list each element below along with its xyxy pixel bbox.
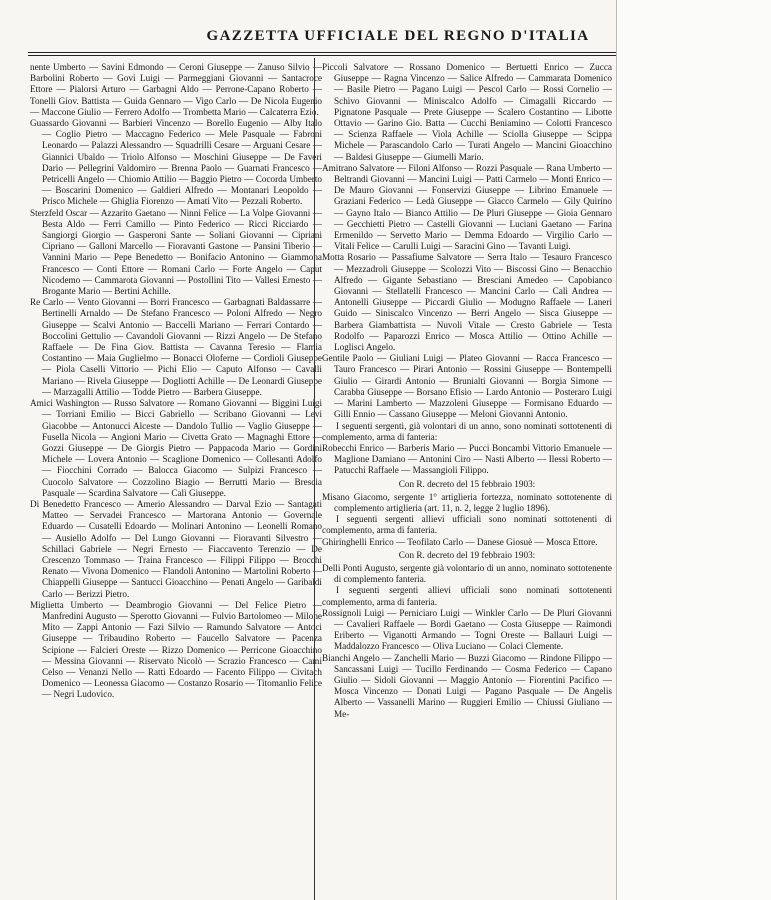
list-paragraph: Robecchi Enrico — Barberis Mario — Pucci Boncambi Vittorio Emanuele — Maglione Damiano — Antonini Ciro — Nasti Alberto — Ilessi Roberto — Patucchi Raffaele — Massangioli Filippo.: [322, 442, 612, 476]
column-divider: [314, 58, 315, 900]
decree-heading: Con R. decreto del 19 febbraio 1903:: [398, 549, 536, 560]
intro-paragraph: I seguenti sergenti, già volontari di un anno, sono nominati sottotenenti di complemento, arma di fanteria:: [322, 420, 612, 442]
right-column: [322, 62, 612, 720]
list-paragraph: Delli Ponti Augusto, sergente già volontario di un anno, nominato sottotenente di complemento fanteria.: [322, 562, 612, 585]
intro-paragraph: I seguenti sergenti allievi ufficiali sono nominati sottotenenti complemento, arma di fanteria.: [322, 585, 612, 607]
list-paragraph: Misano Giacomo, sergente 1° artiglieria fortezza, nominato sottotenente di complemento artiglieria (art. 11, n. 2, legge 2 luglio 1896).: [322, 491, 612, 513]
list-paragraph: Amitrano Salvatore — Filoni Alfonso — Rozzi Pasquale — Rana Umberto — Beltrandi Giovanni — Mancini Luigi — Patti Carmelo — Monti Enrico — De Mauro Giovanni — Fonservizi Giuseppe — Librino Emanuele — Graziani Federico — Ledà Giuseppe — Giacco Carmelo — Gily Quirino — Gayno Italo — Bianco Attilio — De Pluri Giuseppe — Gioia Gennaro — Gecchietti Pietro — Castelli Giovanni — Luciani Gaetano — Farina Ermenildo — Servetto Mario — Demma Edoardo — Virgilio Carlo — Vitali Felice — Carulli Luigi — Saracini Gino — Tavanti Luigi.: [322, 162, 612, 252]
list-paragraph: nente Umberto — Savini Edmondo — Ceroni Giuseppe — Zanuso Silvio — Barbolini Roberto — Govi Luigi — Parmeggiani Giovanni — Santacroce Ettore — Pialorsi Arturo — Garbagni Aldo — Perrone-Capano Roberto — Tonelli Giov. Battista — Guida Gennaro — Vigo Carlo — De Nicola Eugenio — Maccone Giulio — Ferrero Adolfo — Trombetta Mario — Calcaterra Ezio.: [30, 62, 322, 117]
list-paragraph: Amici Washington — Russo Salvatore — Romano Giovanni — Biggini Luigi — Torriani Emilio — Bicci Gabriello — Scribano Giovanni — Levi Giacobbe — Antonucci Alceste — Dandolo Tullio — Vaglio Giuseppe — Fusella Nicola — Angioni Mario — Civetta Grato — Magnaghi Ettore — Gozzi Giuseppe — De Giorgis Pietro — Pappacoda Mario — Gordini Michele — Lovera Antonio — Scaglione Domenico — Collesanti Adolfo — Fiocchini Corrado — Balocca Giacomo — Sulpizi Francesco — Cuocolo Salvatore — Cozzolino Biagio — Berrutti Mario — Brescia Pasquale — Scardina Salvatore — Calì Giuseppe.: [30, 398, 322, 498]
list-paragraph: Piccoli Salvatore — Rossano Domenico — Bertuetti Enrico — Zucca Giuseppe — Ragna Vincenzo — Salice Alfredo — Cammarata Domenico — Basile Pietro — Pagano Luigi — Pescol Carlo — Rossi Cornelio — Schivo Giovanni — Miniscalco Adolfo — Cimagalli Riccardo — Pignatone Pasquale — Prete Giuseppe — Scalero Costantino — Libotte Ottavio — Garino Gio. Batta — Cucchi Beniamino — Colotti Francesco — Scienza Raffaele — Viola Achille — Sciolla Giuseppe — Scippa Michele — Parascandolo Carlo — Turati Angelo — Mancini Gioacchino — Baldesi Giuseppe — Giumelli Mario.: [322, 62, 612, 162]
list-paragraph: Re Carlo — Vento Giovanni — Borri Francesco — Garbagnati Baldassarre — Bertinelli Arnaldo — De Stefano Francesco — Poloni Alfredo — Negro Giuseppe — Scalvi Antonio — Baccelli Mariano — Ferrari Contardo — Boccolini Gettulio — Cavandoli Giovanni — Rizzi Angelo — De Stefano Raffaele — De Fina Giov. Battista — Cavanna Teresio — Flamia Costantino — Maia Guglielmo — Bonacci Oloferne — Cordioli Giuseppe — Piola Caselli Vittorio — Pichi Elio — Caputo Alfonso — Cavalli Mariano — Rivela Giuseppe — Dogliotti Achille — De Leonardi Giuseppe — Marzagalli Attilio — Todde Pietro — Barbera Giuseppe.: [30, 297, 322, 397]
list-paragraph: Miglietta Umberto — Deambrogio Giovanni — Del Felice Pietro — Manfredini Augusto — Sperotto Giovanni — Fulvio Bartolomeo — Milone Mito — Zappi Antonio — Fazi Silvio — Ramundo Salvatore — Antoci Giuseppe — Tribaudino Roberto — Faucello Salvatore — Pacenza Scipione — Falcieri Oreste — Rizzo Domenico — Perricone Gioacchino — Messina Giovanni — Riservato Nicolò — Scrazio Francesco — Cami Celso — Venanzi Nello — Ratti Edoardo — Facento Filippo — Civitach Domenico — Leonessa Giacomo — Costanzo Rosario — Titomanlio Felice — Negri Ludovico.: [30, 599, 322, 700]
list-paragraph: Ghiringhelli Enrico — Teofilato Carlo — Danese Giosuè — Mosca Ettore.: [322, 536, 598, 547]
list-paragraph: Motta Rosario — Passafiume Salvatore — Serra Italo — Tesauro Francesco — Mezzadroli Giuseppe — Scolozzi Vito — Biscossi Gino — Benacchio Alfredo — Gigante Sebastiano — Bresciani Amedeo — Capobianco Giovanni — Stellatelli Francesco — Mancini Carlo — Calì Andrea — Antonelli Giuseppe — Piccardi Giulio — Modugno Raffaele — Laneri Guido — Siniscalco Vincenzo — Berri Angelo — Sisca Giuseppe — Barbera Giambattista — Nuvoli Vitale — Cresto Gabriele — Testa Rodolfo — Paparozzi Enrico — Mosca Attilio — Ottino Achille — Loglisci Angelo.: [322, 252, 612, 353]
list-paragraph: Bianchi Angelo — Zanchelli Mario — Buzzi Giacomo — Rindone Filippo — Sancassani Luigi — Tucillo Ferdinando — Cosma Federico — Capano Giulio — Sidoli Giovanni — Maggio Antonio — Fiorentini Pacifico — Mosca Vincenzo — Donati Luigi — Pagano Pasquale — De Angelis Alberto — Vassanelli Marino — Ruggieri Emilio — Chiussi Giuliano — Me-: [322, 652, 612, 719]
intro-paragraph: I seguenti sergenti allievi ufficiali sono nominati sottotenenti di complemento, arma di fanteria.: [322, 514, 612, 536]
page-edge-line: [616, 0, 617, 900]
list-paragraph: Guassardo Giovanni — Barbieri Vincenzo — Borello Eugenio — Alby Italo — Coglio Pietro — Maccagno Federico — Mele Pasquale — Fabroni Leonardo — Palazzi Alessandro — Squadrilli Cesare — Arguani Cesare — Giannici Ubaldo — Triolo Alfonso — Moschini Giuseppe — De Faveri Dario — Pellegrini Valdomiro — Brenna Paolo — Guarnati Francesco — Petricelli Angelo — Chiomio Attilio — Baggio Pietro — Cocorda Umberto — Boscarini Domenico — Galdieri Alfredo — Montanari Leopoldo — Prisco Michele — Ghiglia Fiorenzo — Amati Vito — Pezzali Roberto.: [30, 118, 322, 207]
page-title: GAZZETTA UFFICIALE DEL REGNO D'ITALIA: [206, 28, 590, 44]
page-margin: [617, 0, 771, 900]
list-paragraph: Sterzfeld Oscar — Azzarito Gaetano — Ninni Felice — La Volpe Giovanni — Besta Aldo — Ferri Camillo — Pinto Federico — Ricci Ricciardo — Sangiorgi Giorgio — Gasperoni Sante — Soliani Giovanni — Cipriani Cipriano — Galloni Marcello — Fioravanti Gastone — Pansini Tiberio — Vannini Mario — Pepe Benedetto — Bonifacio Antonino — Giammona Francesco — Conti Ettore — Romani Carlo — Forte Angelo — Caput Nicodemo — Cammarota Giovanni — Postollini Tito — Vallesi Ernesto — Brogante Mario — Bertini Achille.: [30, 207, 322, 297]
decree-heading: Con R. decreto del 15 febbraio 1903:: [398, 478, 536, 489]
list-paragraph: Di Benedetto Francesco — Amerio Alessandro — Darval Ezio — Santagati Matteo — Servadei Francesco — Martorana Antonio — Governale Eduardo — Cusatelli Edoardo — Molinari Antonino — Leonelli Romano — Ausiello Adolfo — Del Lungo Giovanni — Fioravanti Silvestro — Schillaci Gabriele — Negri Ernesto — Fiaccavento Terenzio — De Crescenzo Tommaso — Traina Francesco — Filippi Filippo — Brocchi Renato — Vivona Domenico — Flandoli Antonino — Martolini Roberto — Chiappelli Giuseppe — Santucci Gioacchino — Penati Angelo — Garibaldi Carlo — Berizzi Pietro.: [30, 498, 322, 599]
list-paragraph: Gentile Paolo — Giuliani Luigi — Plateo Giovanni — Racca Francesco — Tauro Francesco — Pirari Antonio — Rossini Giuseppe — Bontempelli Giulio — Girardi Antonio — Brunialti Giovanni — Borgia Simone — Carabba Giuseppe — Borsano Efisio — Lardo Antonio — Posteraro Luigi — Marini Lamberto — Mazzoleni Giuseppe — Formisano Eduardo — Gilli Ennio — Cassano Giuseppe — Meloni Giovanni Antonio.: [322, 353, 612, 420]
list-paragraph: Rossignoli Luigi — Perniciaro Luigi — Winkler Carlo — De Pluri Giovanni — Cavalieri Raffaele — Bordi Gaetano — Costa Giuseppe — Raimondi Eriberto — Viganotti Armando — Togni Oreste — Ballauri Luigi — Maddalozzo Francesco — Oliva Luciano — Colaci Clemente.: [322, 607, 612, 652]
left-column: [30, 62, 322, 701]
